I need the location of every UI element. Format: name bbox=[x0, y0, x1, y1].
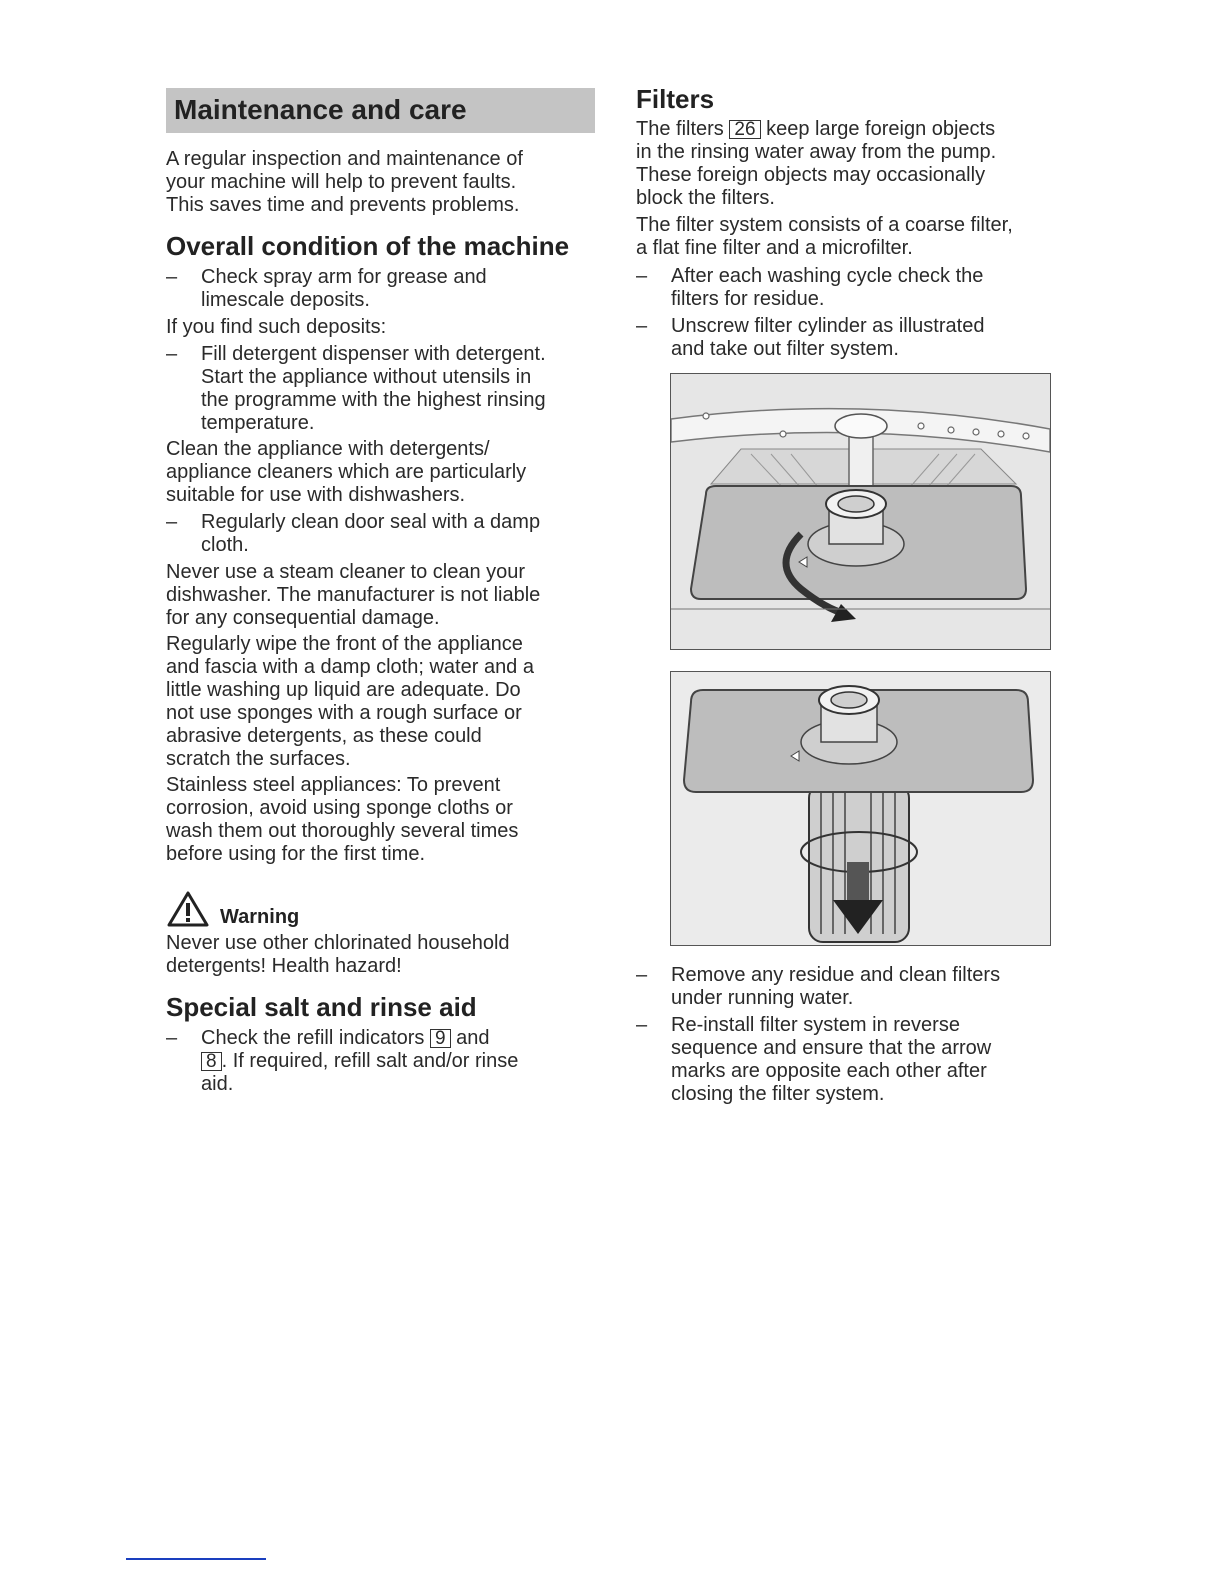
intro-line: This saves time and prevents problems. bbox=[166, 194, 520, 216]
filter-system-paragraph: The filter system consists of a coarse filter, a flat fine filter and a microfilter. bbox=[636, 214, 1013, 259]
intro-line: A regular inspection and maintenance of bbox=[166, 148, 523, 170]
warning-triangle-icon bbox=[166, 890, 210, 928]
list-item: – After each washing cycle check the filters for residue. bbox=[636, 265, 984, 310]
filter-unscrew-drawing bbox=[671, 374, 1050, 649]
list-item: – Re-install filter system in reverse sequence and ensure that the arrow marks are opposite each other after closing the filter system. bbox=[636, 1014, 992, 1105]
filter-unscrew-illustration bbox=[670, 373, 1051, 650]
salt-heading: Special salt and rinse aid bbox=[166, 992, 477, 1022]
section-title: Maintenance and care bbox=[174, 94, 467, 125]
warning-text: Never use other chlorinated household detergents! Health hazard! bbox=[166, 932, 510, 977]
filters-intro: The filters 26 keep large foreign objects in the rinsing water away from the pump. These foreign objects may occasionally block the filters. bbox=[636, 118, 997, 209]
filter-26-badge: 26 bbox=[729, 120, 760, 139]
indicator-8-badge: 8 bbox=[201, 1052, 222, 1071]
list-item: – Regularly clean door seal with a damp cloth. bbox=[166, 511, 541, 556]
list-item: – Unscrew filter cylinder as illustrated and take out filter system. bbox=[636, 315, 985, 360]
filter-remove-drawing bbox=[671, 672, 1050, 945]
intro-paragraph bbox=[166, 148, 523, 217]
warning-label: Warning bbox=[220, 906, 300, 928]
list-item: – Fill detergent dispenser with detergent. Start the appliance without utensils in the programme with the highest rinsing temperature. bbox=[166, 343, 546, 434]
list-item: – Check the refill indicators 9 and 8 . If required, refill salt and/or rinse aid. bbox=[166, 1027, 519, 1095]
indicator-9-badge: 9 bbox=[430, 1029, 451, 1048]
overall-heading: Overall condition of the machine bbox=[166, 231, 570, 261]
list-item: – Remove any residue and clean filters under running water. bbox=[636, 964, 1001, 1009]
filters-heading: Filters bbox=[636, 84, 715, 114]
if-found-text: If you find such deposits: bbox=[166, 316, 387, 338]
footnote-divider bbox=[126, 1558, 266, 1560]
clean-paragraph: Clean the appliance with detergents/ appliance cleaners which are particularly suitable for use with dishwashers. bbox=[166, 438, 527, 506]
list-item: – Check spray arm for grease and limescale deposits. bbox=[166, 266, 487, 311]
section-title-bar bbox=[166, 88, 595, 133]
intro-line: your machine will help to prevent faults. bbox=[166, 171, 517, 193]
filter-remove-illustration bbox=[670, 671, 1051, 946]
steam-paragraph: Never use a steam cleaner to clean your dishwasher. The manufacturer is not liable for any consequential damage. bbox=[166, 561, 541, 629]
stainless-paragraph: Stainless steel appliances: To prevent corrosion, avoid using sponge cloths or wash them out thoroughly several times before using for the first time. bbox=[166, 774, 519, 865]
wipe-paragraph: Regularly wipe the front of the appliance and fascia with a damp cloth; water and a little washing up liquid are adequate. Do not use sponges with a rough surface or abrasive detergents, as these could scratch the surfaces. bbox=[166, 633, 534, 770]
